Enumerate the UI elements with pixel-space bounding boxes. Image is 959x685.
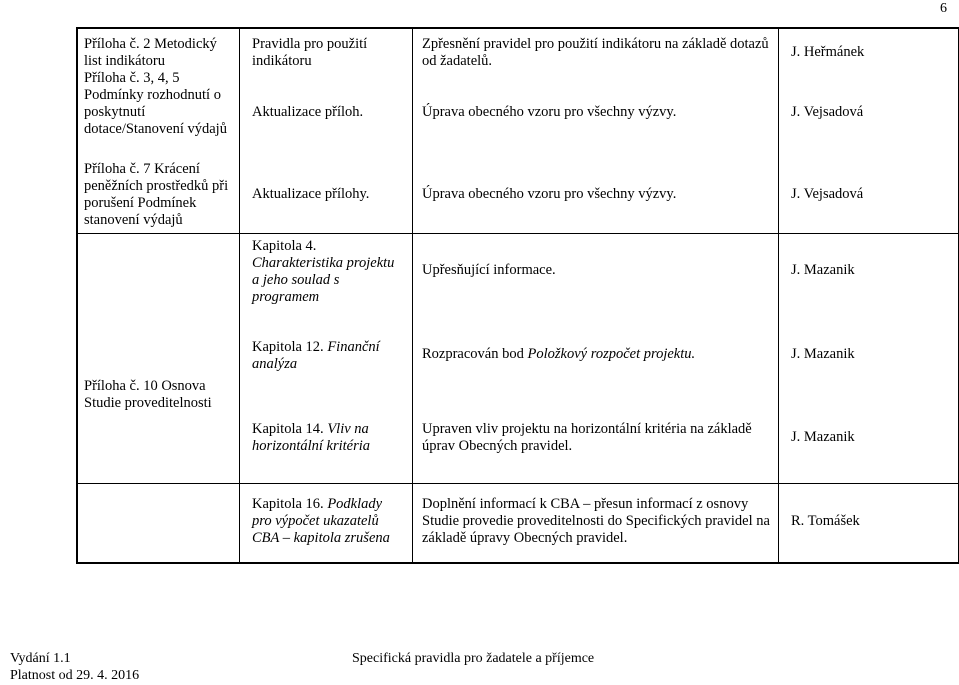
- row-6-author: J. Mazanik: [791, 429, 855, 445]
- row-2-section: Aktualizace příloh.: [252, 104, 364, 120]
- row-5-change: [422, 346, 772, 363]
- row-1-change: Zpřesnění pravidel pro použití indikátoru na základě dotazů od žadatelů.: [422, 36, 769, 69]
- row-2-attachment: Příloha č. 3, 4, 5 Podmínky rozhodnutí o poskytnutí dotace/Stanovení výdajů: [84, 70, 227, 137]
- row-5-section-prefix: Kapitola 12.: [252, 339, 324, 355]
- row-7-section-prefix: Kapitola 16.: [252, 496, 324, 512]
- row-3-author: J. Vejsadová: [791, 186, 864, 202]
- row-6-section-title: Vliv na horizontální kritéria: [252, 421, 371, 454]
- row-1-section: Pravidla pro použití indikátoru: [252, 36, 368, 69]
- row-7-section: [252, 496, 402, 547]
- row-4-section: [252, 238, 402, 306]
- row-6-change: Upraven vliv projektu na horizontální kritéria na základě úprav Obecných pravidel.: [422, 421, 752, 454]
- row-7-author: R. Tomášek: [791, 513, 860, 529]
- row-1-attachment: Příloha č. 2 Metodický list indikátoru: [84, 36, 217, 69]
- row-5-author: J. Mazanik: [791, 346, 855, 362]
- row-4-change: Upřesňující informace.: [422, 262, 556, 278]
- row-4-section-prefix: Kapitola 4.: [252, 238, 317, 254]
- row-2-change: Úprava obecného vzoru pro všechny výzvy.: [422, 104, 677, 120]
- row-6-section-prefix: Kapitola 14.: [252, 421, 324, 437]
- row-7-section-title: Podklady pro výpočet ukazatelů CBA – kapitola zrušena: [252, 496, 390, 546]
- row-5-section: [252, 339, 402, 373]
- row-7-change: Doplnění informací k CBA – přesun informací z osnovy Studie provedie proveditelnosti do Specifických pravidel na základě úpravy Obecných pravidel.: [422, 496, 770, 546]
- row-5-change-prefix: Rozpracován bod: [422, 346, 524, 362]
- row-6-section: [252, 421, 402, 455]
- row-3-attachment: Příloha č. 7 Krácení peněžních prostředků při porušení Podmínek stanovení výdajů: [84, 161, 229, 228]
- row-4-section-title: Charakteristika projektu a jeho soulad s programem: [252, 255, 395, 305]
- row-1-author: J. Heřmánek: [791, 44, 865, 60]
- footer-version: Vydání 1.1: [10, 651, 71, 666]
- row-4-author: J. Mazanik: [791, 262, 855, 278]
- row-2-author: J. Vejsadová: [791, 104, 864, 120]
- page-number: 6: [940, 1, 947, 16]
- row-3-change: Úprava obecného vzoru pro všechny výzvy.: [422, 186, 677, 202]
- row-5-attachment: Příloha č. 10 Osnova Studie proveditelnosti: [84, 378, 212, 411]
- footer-document-title: Specifická pravidla pro žadatele a příjemce: [352, 651, 595, 666]
- row-3-section: Aktualizace přílohy.: [252, 186, 370, 202]
- row-5-section-title: Finanční analýza: [252, 339, 380, 372]
- footer-valid-from: Platnost od 29. 4. 2016: [10, 668, 140, 683]
- row-5-change-italic: Položkový rozpočet projektu.: [527, 346, 696, 362]
